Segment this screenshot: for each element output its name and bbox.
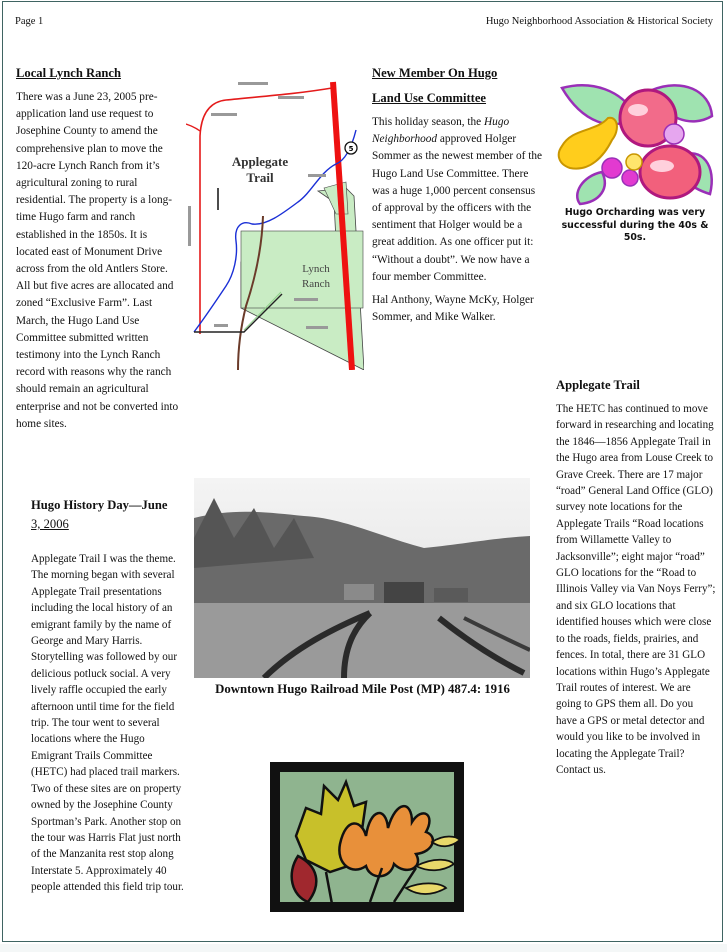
article-title-line-2: 3, 2006 [31, 517, 69, 531]
article-body [372, 114, 544, 286]
photo-caption: Downtown Hugo Railroad Mile Post (MP) 487.4: 1916 [215, 682, 510, 696]
plum-icon [640, 146, 700, 198]
depot-building [384, 582, 424, 604]
orchard-fruit-illustration [552, 76, 722, 206]
article-title-line-2: Land Use Committee [372, 91, 487, 105]
article-new-member [372, 64, 544, 326]
shed-building [344, 584, 374, 600]
map-label-trail-1: Applegate [231, 154, 289, 169]
committee-members: Hal Anthony, Wayne McKy, Holger Sommer, and Mike Walker. [372, 294, 534, 324]
article-title-line-1: Hugo History Day—June [31, 498, 168, 512]
body-intro: This holiday season, the [372, 116, 485, 128]
article-lynch-ranch [16, 64, 181, 433]
highway-shield-number: 5 [348, 145, 354, 153]
article-body: The HETC has continued to move forward in researching and locating the 1846—1856 Applegate Trail in the Hugo area from Louse Creek to Grave Creek. There are 17 major “road” General Land Office (GLO) survey note locations for the Applegate Trails “Road locations from Willamette Valley to Jacksonville”; eight major “road” GLO locations for the “Road to Illinois Valley via Van Noys Ferry”; and six GLO locations that identified houses which were close to the roads, fields, prairies, and fences. In total, there are 31 GLO locations within Hugo’s Applegate Trail routes of interest. We are going to GPS them all. Do you have a GPS or metal detector and would you like to be involved in locating the Applegate Trail? Contact us. [556, 403, 716, 776]
page-number: Page 1 [15, 16, 44, 27]
article-body: Applegate Trail I was the theme. The morning began with several Applegate Trail presentations including the local history of an emigrant family by the name of George and Mary Harris. Storytelling was followed by our delicious potluck social. A very lively raffle occupied the early afternoon until time for the field trip. The tour went to several locations where the Hugo Emigrant Trails Committee (HETC) had placed trail markers. Two of these sites are on property owned by the Josephine County Sportman’s Park. Another stop on the tour was Harris Flat just north of the Manzanita rest stop along Interstate 5. Approximately 40 people attended this field trip tour. [31, 553, 184, 894]
map-label-trail-2: Trail [246, 170, 274, 185]
orchard-caption: Hugo Orcharding was very successful during the 40s & 50s. [561, 207, 709, 243]
autumn-leaves-illustration [266, 756, 468, 918]
article-title-line-1: New Member On Hugo [372, 66, 498, 80]
page-bottom-edge [0, 944, 727, 952]
map-label-ranch-1: Lynch [302, 263, 330, 275]
railroad-scene [194, 478, 530, 678]
railroad-photo [194, 478, 530, 678]
shed-building-2 [434, 588, 468, 602]
article-title: Applegate Trail [556, 378, 640, 392]
organization-name: Hugo Neighborhood Association & Historical Society [485, 16, 713, 27]
article-history-day [31, 496, 186, 896]
side-road [186, 124, 200, 131]
article-title: Local Lynch Ranch [16, 66, 121, 80]
article-title [31, 496, 186, 534]
article-applegate-trail [556, 376, 716, 778]
lynch-ranch-map [186, 76, 364, 370]
map-label-ranch-2: Ranch [301, 278, 331, 290]
article-body: There was a June 23, 2005 pre-application land use request to Josephine County to amend the comprehensive plan to move the 120-acre Lynch Ranch from it’s agricultural zoning to rural residential. The property is a long-time Hugo farm and ranch established in the 1850s. It is located east of Monument Drive across from the old Antlers Store. All but five acres are allocated and zoned “Exclusive Farm”. Last March, the Hugo Land Use Committee submitted written testimony into the Lynch Ranch record with reasons why the ranch should remain an agricultural enterprise and not be converted into home sites. [16, 91, 179, 430]
body-rest: approved Holger Sommer as the newest member of the Hugo Land Use Committee. There was a huge 1,000 percent consensus of approval by the officers with the sentiment that Holger would be a great addition. As one officer put it: “Without a doubt”. We now have a four member Committee. [372, 133, 543, 283]
body-italic-name: Hugo Neighborhood [372, 116, 510, 146]
